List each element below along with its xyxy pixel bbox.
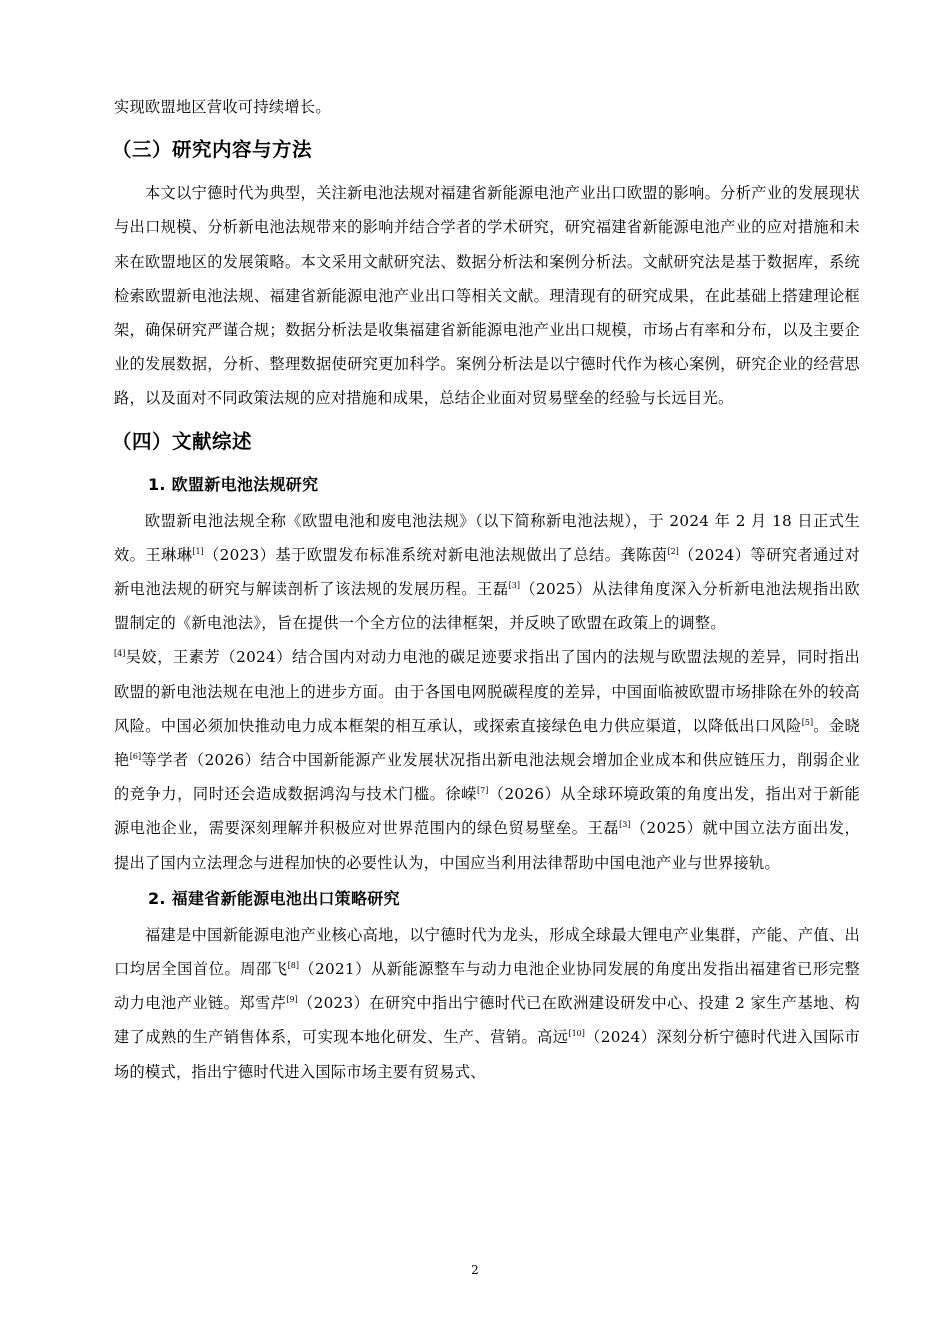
text-run: 吴姣，王素芳（2024）结合国内对动力电池的碳足迹要求指出了国内的法规与欧盟法规的差异，同时指出欧盟的新电池法规在电池上的进步方面。由于各国电网脱碳程度的差异，中国面临被欧盟市场排除在外的较高风险。中国必须加快推动电力成本框架的相互承认，或探索直接绿色电力供应渠道，以降低出口风险 <box>114 648 860 735</box>
citation-ref: [4] <box>114 649 126 659</box>
text-run: （2021）从新能源整车与动力电池企业协同发展的角度出发指出福建省已形完整动力电池产业链。郑雪芹 <box>114 960 860 1013</box>
citation-ref: [3] <box>619 820 631 830</box>
text-run: （2024）深刻分析宁德时代进入国际市场的模式，指出宁德时代进入国际市场主要有贸易式、 <box>114 1028 860 1081</box>
section-heading-literature-review: （四）文献综述 <box>112 429 253 453</box>
text-run: （2025）就中国立法方面出发，提出了国内立法理念与进程加快的必要性认为，中国应当利用法律帮助中国电池产业与世界接轨。 <box>114 819 860 872</box>
lead-paragraph: 实现欧盟地区营收可持续增长。 <box>114 98 331 116</box>
research-methods-paragraph: 本文以宁德时代为典型，关注新电池法规对福建省新能源电池产业出口欧盟的影响。分析产业的发展现状与出口规模、分析新电池法规带来的影响并结合学者的学术研究，研究福建省新能源电池产业的应对措施和未来在欧盟地区的发展策略。本文采用文献研究法、数据分析法和案例分析法。文献研究法是基于数据库，系统检索欧盟新电池法规、福建省新能源电池产业出口等相关文献。理清现有的研究成果，在此基础上搭建理论框架，确保研究严谨合规；数据分析法是收集福建省新能源电池产业出口规模，市场占有率和分布，以及主要企业的发展数据，分析、整理数据使研究更加科学。案例分析法是以宁德时代作为核心案例，研究企业的经营思路，以及面对不同政策法规的应对措施和成果，总结企业面对贸易壁垒的经验与长远目光。 <box>114 184 860 408</box>
text-run: （2023）基于欧盟发布标准系统对新电池法规做出了总结。龚陈茵 <box>203 545 668 564</box>
eu-regulation-paragraph-1 <box>114 504 860 641</box>
text-run: 等学者（2026）结合中国新能源产业发展状况指出新电池法规会增加企业成本和供应链压力，削弱企业的竞争力，同时还会造成数据鸿沟与技术门槛。徐嵘 <box>114 751 860 804</box>
citation-ref: [10] <box>568 1029 585 1039</box>
text-run: 福建是中国新能源电池产业核心高地，以宁德时代为龙头，形成全球最大锂电产业集群，产能、产值、出口均居全国首位。周邵飞 <box>114 925 860 979</box>
text-run: 。金晓艳 <box>114 716 861 770</box>
citation-ref: [3] <box>508 581 520 591</box>
text-run: （2026）从全球环境政策的角度出发，指出对于新能源电池企业，需要深刻理解并积极应对世界范围内的绿色贸易壁垒。王磊 <box>114 785 861 838</box>
subheading-eu-battery-regulation: 1. 欧盟新电池法规研究 <box>148 474 319 494</box>
page-content <box>114 90 860 1089</box>
citation-ref: [5] <box>801 717 814 727</box>
text-run: （2025）从法律角度深入分析新电池法规指出欧盟制定的《新电池法》，旨在提供一个全方位的法律框架，并反映了欧盟在政策上的调整。 <box>114 580 860 633</box>
text-run: （2023）在研究中指出宁德时代已在欧洲建设研发中心、投建 2 家生产基地、构建了成熟的生产销售体系，可实现本地化研发、生产、营销。高远 <box>114 994 860 1047</box>
citation-ref: [1] <box>192 546 204 556</box>
subheading-fujian-export-strategy: 2. 福建省新能源电池出口策略研究 <box>148 888 400 908</box>
citation-ref: [2] <box>667 546 679 556</box>
citation-ref: [6] <box>129 752 142 762</box>
text-run: （2024）等研究者通过对新电池法规的研究与解读剖析了该法规的发展历程。王磊 <box>114 545 860 599</box>
eu-regulation-paragraph-2 <box>114 640 860 879</box>
citation-ref: [8] <box>287 961 299 971</box>
citation-ref: [7] <box>477 786 489 796</box>
fujian-strategy-paragraph <box>114 918 860 1089</box>
page-number: 2 <box>471 1263 479 1277</box>
section-heading-research-content: （三）研究内容与方法 <box>112 138 313 162</box>
text-run: 欧盟新电池法规全称《欧盟电池和废电池法规》（以下简称新电池法规），于 2024 年 2 月 18 日正式生效。王琳琳 <box>114 511 860 564</box>
citation-ref: [9] <box>286 995 298 1005</box>
